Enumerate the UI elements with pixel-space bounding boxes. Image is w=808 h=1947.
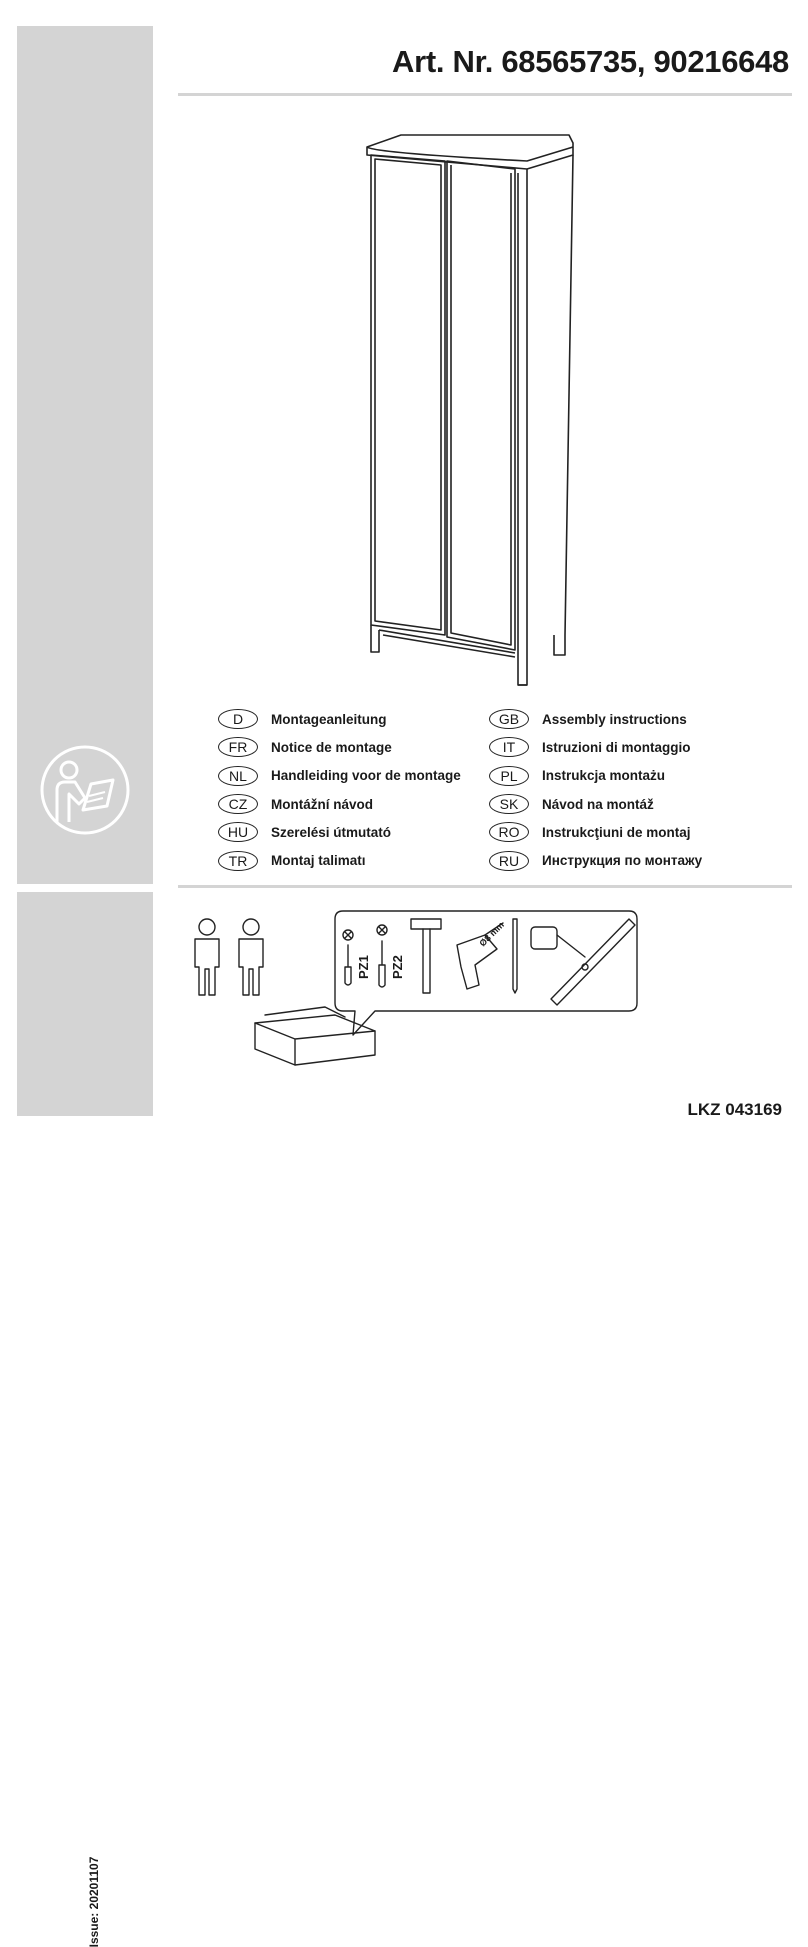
language-title: Handleiding voor de montage bbox=[271, 768, 461, 784]
pz2-label: PZ2 bbox=[390, 955, 405, 979]
sidebar-bottom-panel bbox=[17, 892, 153, 1947]
language-column-left bbox=[218, 705, 488, 875]
language-title: Assembly instructions bbox=[542, 711, 687, 727]
language-item-ro bbox=[489, 818, 759, 846]
language-title: Szerelési útmutató bbox=[271, 824, 392, 840]
language-title: Montaj talimatı bbox=[271, 853, 366, 869]
language-item-d bbox=[218, 705, 488, 733]
document-code: LKZ 043169 bbox=[687, 1100, 782, 1119]
language-title: Montážní návod bbox=[271, 796, 373, 812]
hammer-icon bbox=[411, 919, 441, 993]
language-code-badge: HU bbox=[218, 822, 258, 842]
header-divider bbox=[178, 93, 792, 96]
language-title: Инструкция по монтажу bbox=[542, 853, 703, 869]
language-code-badge: RO bbox=[489, 822, 529, 842]
language-code-badge: CZ bbox=[218, 794, 258, 814]
language-item-gb bbox=[489, 705, 759, 733]
tools-illustration bbox=[185, 905, 645, 1075]
language-item-ru bbox=[489, 846, 759, 874]
language-code-badge: TR bbox=[218, 851, 258, 871]
sidebar-top-panel bbox=[17, 26, 153, 884]
language-code-badge: IT bbox=[489, 737, 529, 757]
sidebar bbox=[17, 26, 153, 1947]
tape-measure-icon bbox=[531, 927, 585, 957]
section-divider bbox=[178, 885, 792, 888]
language-code-badge: RU bbox=[489, 851, 529, 871]
language-item-cz bbox=[218, 790, 488, 818]
spirit-level-icon bbox=[551, 919, 635, 1005]
language-code-badge: SK bbox=[489, 794, 529, 814]
language-title: Instrukcţiuni de montaj bbox=[542, 824, 691, 840]
language-code-badge: NL bbox=[218, 766, 258, 786]
two-persons-icon bbox=[195, 919, 263, 995]
language-item-tr bbox=[218, 846, 488, 874]
language-item-sk bbox=[489, 790, 759, 818]
language-item-nl bbox=[218, 762, 488, 790]
drill-bit-label: Ø8 mm bbox=[477, 919, 506, 949]
language-title: Montageanleitung bbox=[271, 711, 387, 727]
language-item-hu bbox=[218, 818, 488, 846]
reading-instructions-icon bbox=[39, 744, 131, 836]
language-title: Istruzioni di montaggio bbox=[542, 739, 691, 755]
language-code-badge: D bbox=[218, 709, 258, 729]
language-title: Notice de montage bbox=[271, 739, 392, 755]
language-column-right bbox=[489, 705, 759, 875]
article-number-title: Art. Nr. 68565735, 90216648 bbox=[392, 44, 789, 79]
language-code-badge: FR bbox=[218, 737, 258, 757]
language-item-fr bbox=[218, 733, 488, 761]
wardrobe-illustration bbox=[355, 125, 585, 695]
toolbox-icon bbox=[255, 1007, 375, 1065]
language-title: Návod na montáž bbox=[542, 796, 654, 812]
language-item-pl bbox=[489, 762, 759, 790]
issue-date: Issue: 20201107 bbox=[87, 1856, 101, 1947]
pencil-icon bbox=[513, 919, 517, 993]
pz1-label: PZ1 bbox=[356, 955, 371, 979]
language-code-badge: PL bbox=[489, 766, 529, 786]
language-title: Instrukcja montażu bbox=[542, 768, 666, 784]
language-code-badge: GB bbox=[489, 709, 529, 729]
language-item-it bbox=[489, 733, 759, 761]
